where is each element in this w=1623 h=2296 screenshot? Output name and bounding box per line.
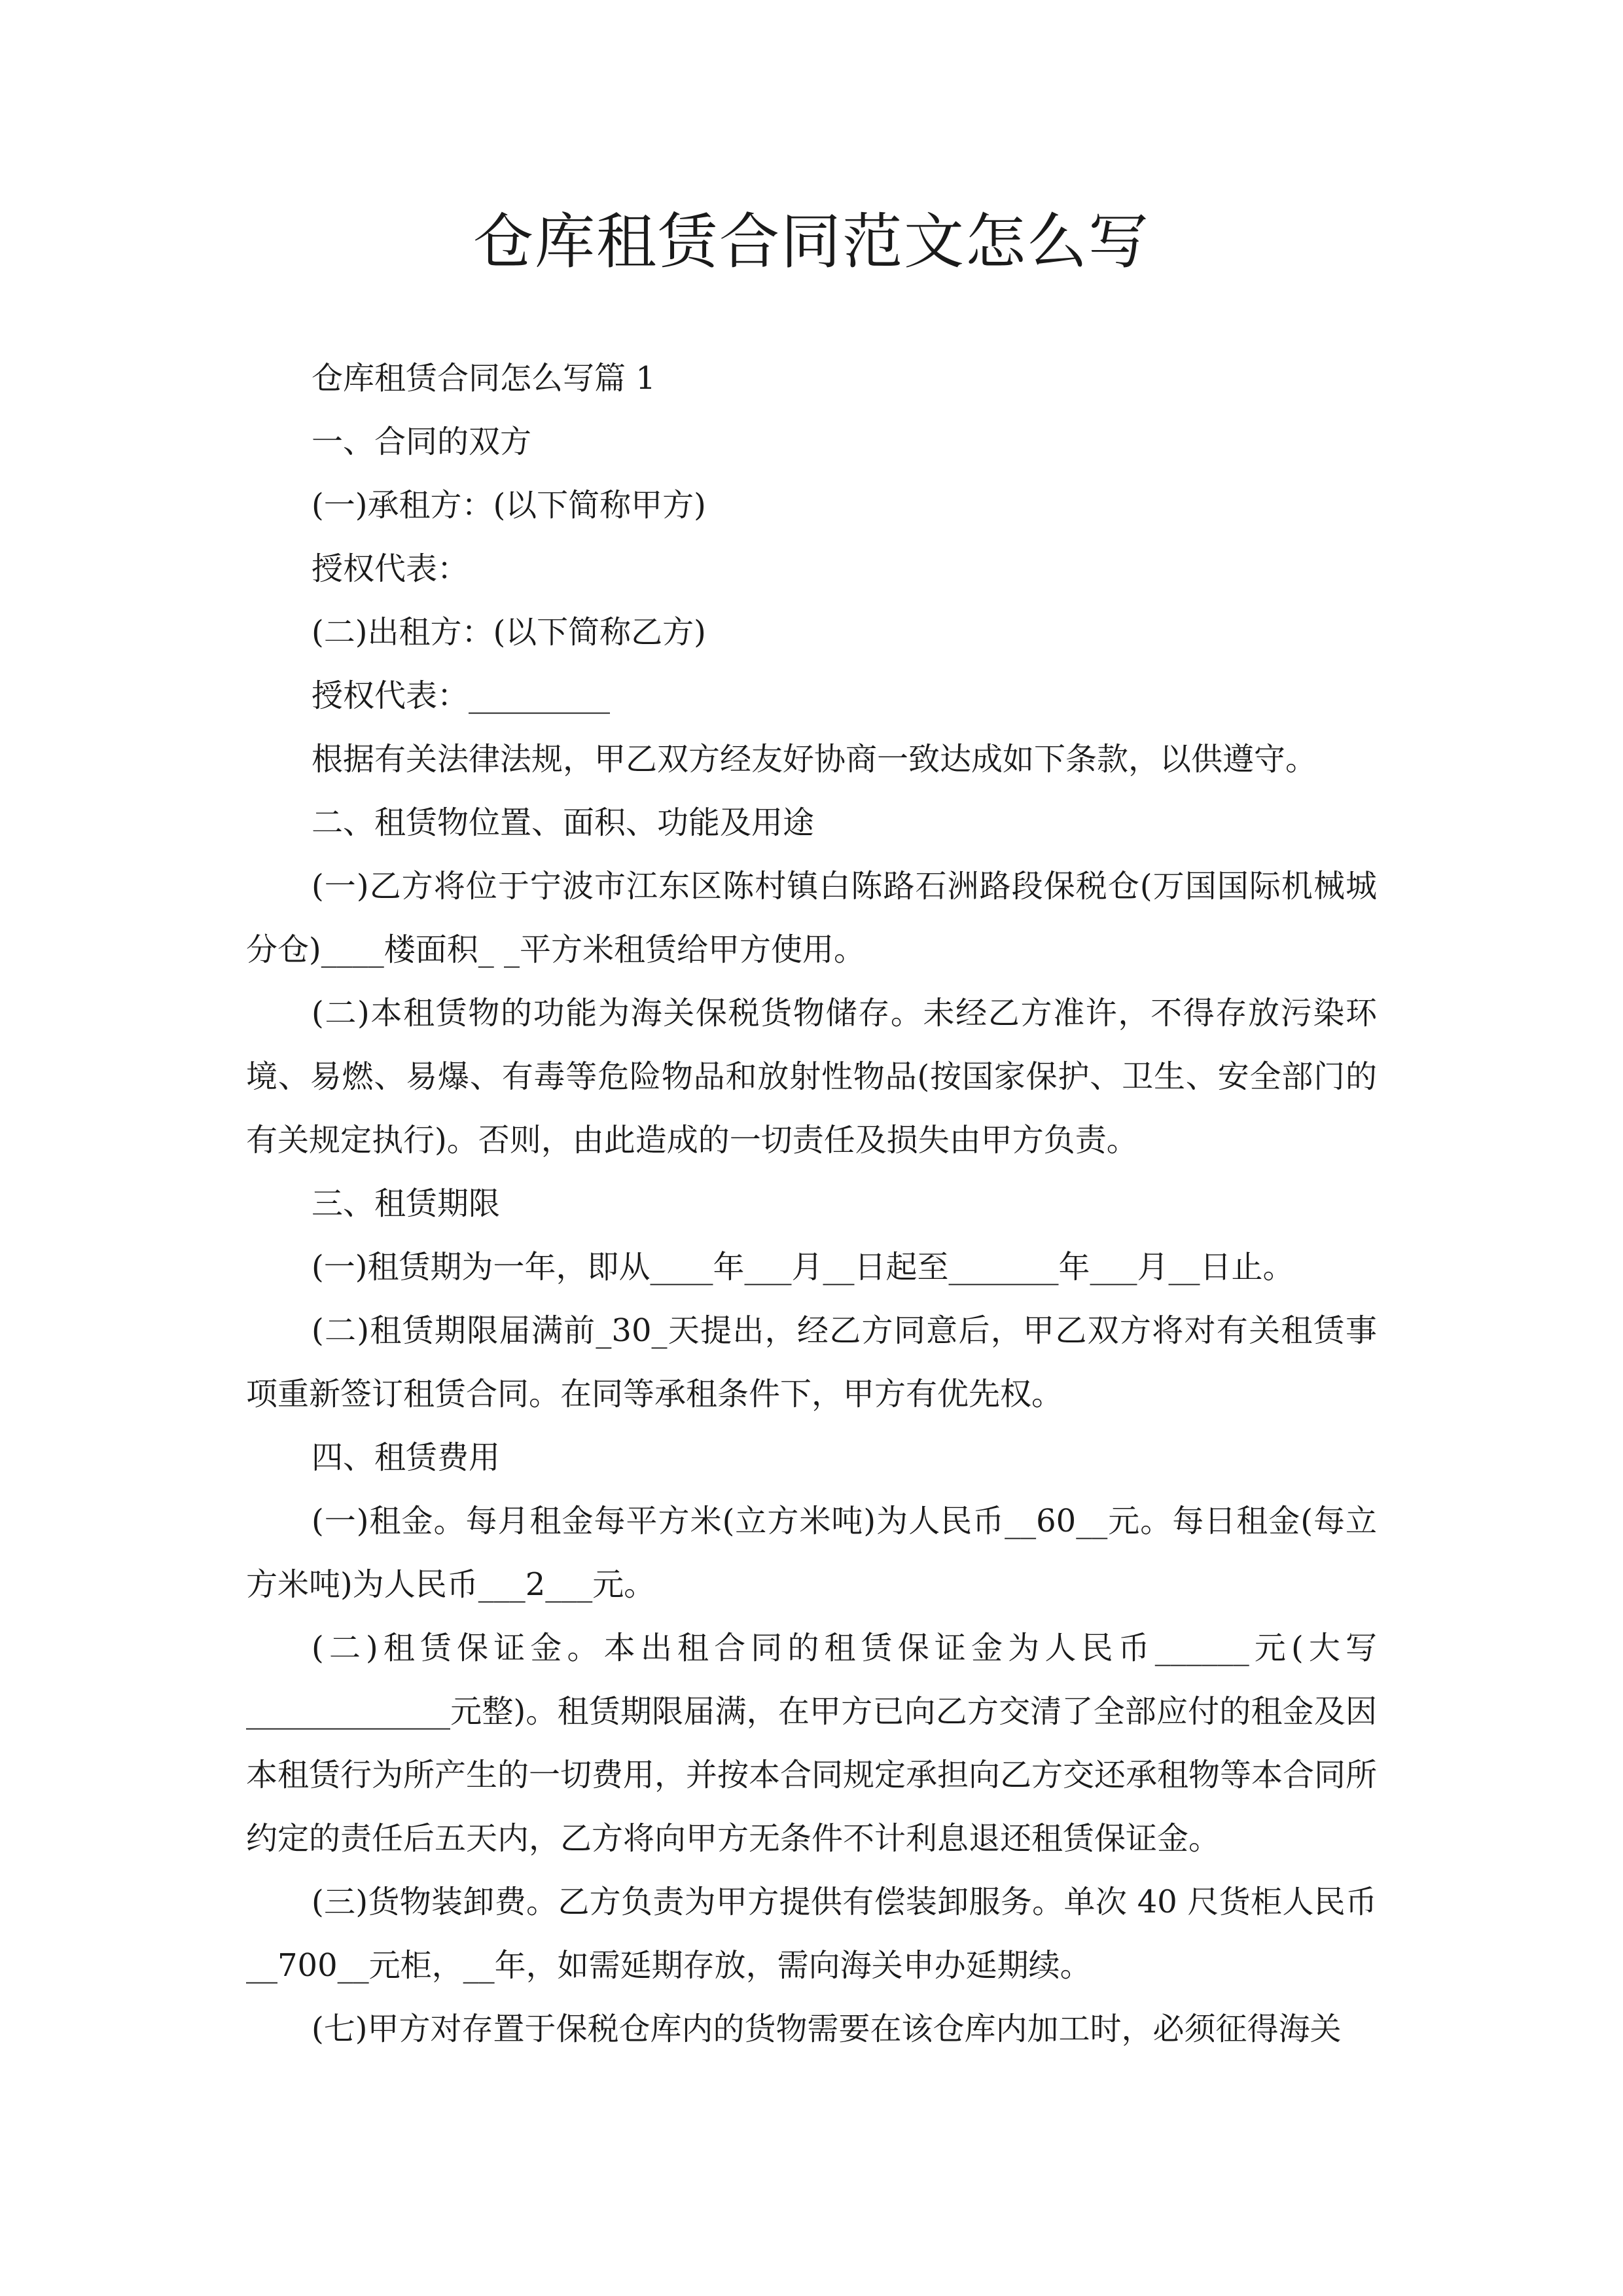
paragraph: (二)租赁保证金。本出租合同的租赁保证金为人民币______元(大写_____________元整)。租赁期限届满，在甲方已向乙方交清了全部应付的租金及因本租赁行为所产生的一切费用，并按本合同规定承担向乙方交还承租物等本合同所约定的责任后五天内，乙方将向甲方无条件不计利息退还租赁保证金。 — [246, 1630, 1378, 1857]
paragraph: 授权代表： — [312, 550, 469, 587]
document-title: 仓库租赁合同范文怎么写 — [473, 207, 1150, 277]
document-body — [246, 347, 1377, 2061]
clause-heading: 一、合同的双方 — [312, 423, 532, 460]
clause-heading: 三、租赁期限 — [312, 1185, 501, 1222]
clause-heading: 二、租赁物位置、面积、功能及用途 — [312, 804, 815, 841]
paragraph: (三)货物装卸费。乙方负责为甲方提供有偿装卸服务。单次 40 尺货柜人民币__700__元柜，__年，如需延期存放，需向海关申办延期续。 — [246, 1884, 1377, 1984]
paragraph: (二)租赁期限届满前_30_天提出，经乙方同意后，甲乙双方将对有关租赁事项重新签订租赁合同。在同等承租条件下，甲方有优先权。 — [246, 1312, 1377, 1412]
paragraph: (一)承租方：(以下简称甲方) — [312, 487, 706, 524]
paragraph: (二)出租方：(以下简称乙方) — [312, 614, 706, 651]
paragraph: (二)本租赁物的功能为海关保税货物储存。未经乙方准许，不得存放污染环境、易燃、易爆、有毒等危险物品和放射性物品(按国家保护、卫生、安全部门的有关规定执行)。否则，由此造成的一切责任及损失由甲方负责。 — [246, 995, 1377, 1158]
paragraph: (一)乙方将位于宁波市江东区陈村镇白陈路石洲路段保税仓(万国国际机械城分仓)____楼面积_ _平方米租赁给甲方使用。 — [246, 868, 1377, 968]
section-heading: 仓库租赁合同怎么写篇 1 — [312, 360, 656, 397]
paragraph: 根据有关法律法规，甲乙双方经友好协商一致达成如下条款，以供遵守。 — [312, 741, 1317, 778]
paragraph: (七)甲方对存置于保税仓库内的货物需要在该仓库内加工时，必须征得海关 — [312, 2011, 1342, 2047]
clause-heading: 四、租赁费用 — [312, 1439, 501, 1476]
paragraph: 授权代表：_________ — [312, 677, 611, 714]
paragraph: (一)租赁期为一年，即从____年___月__日起至_______年___月__日止。 — [312, 1249, 1294, 1285]
paragraph: (一)租金。每月租金每平方米(立方米吨)为人民币__60__元。每日租金(每立方米吨)为人民币___2___元。 — [246, 1503, 1377, 1603]
